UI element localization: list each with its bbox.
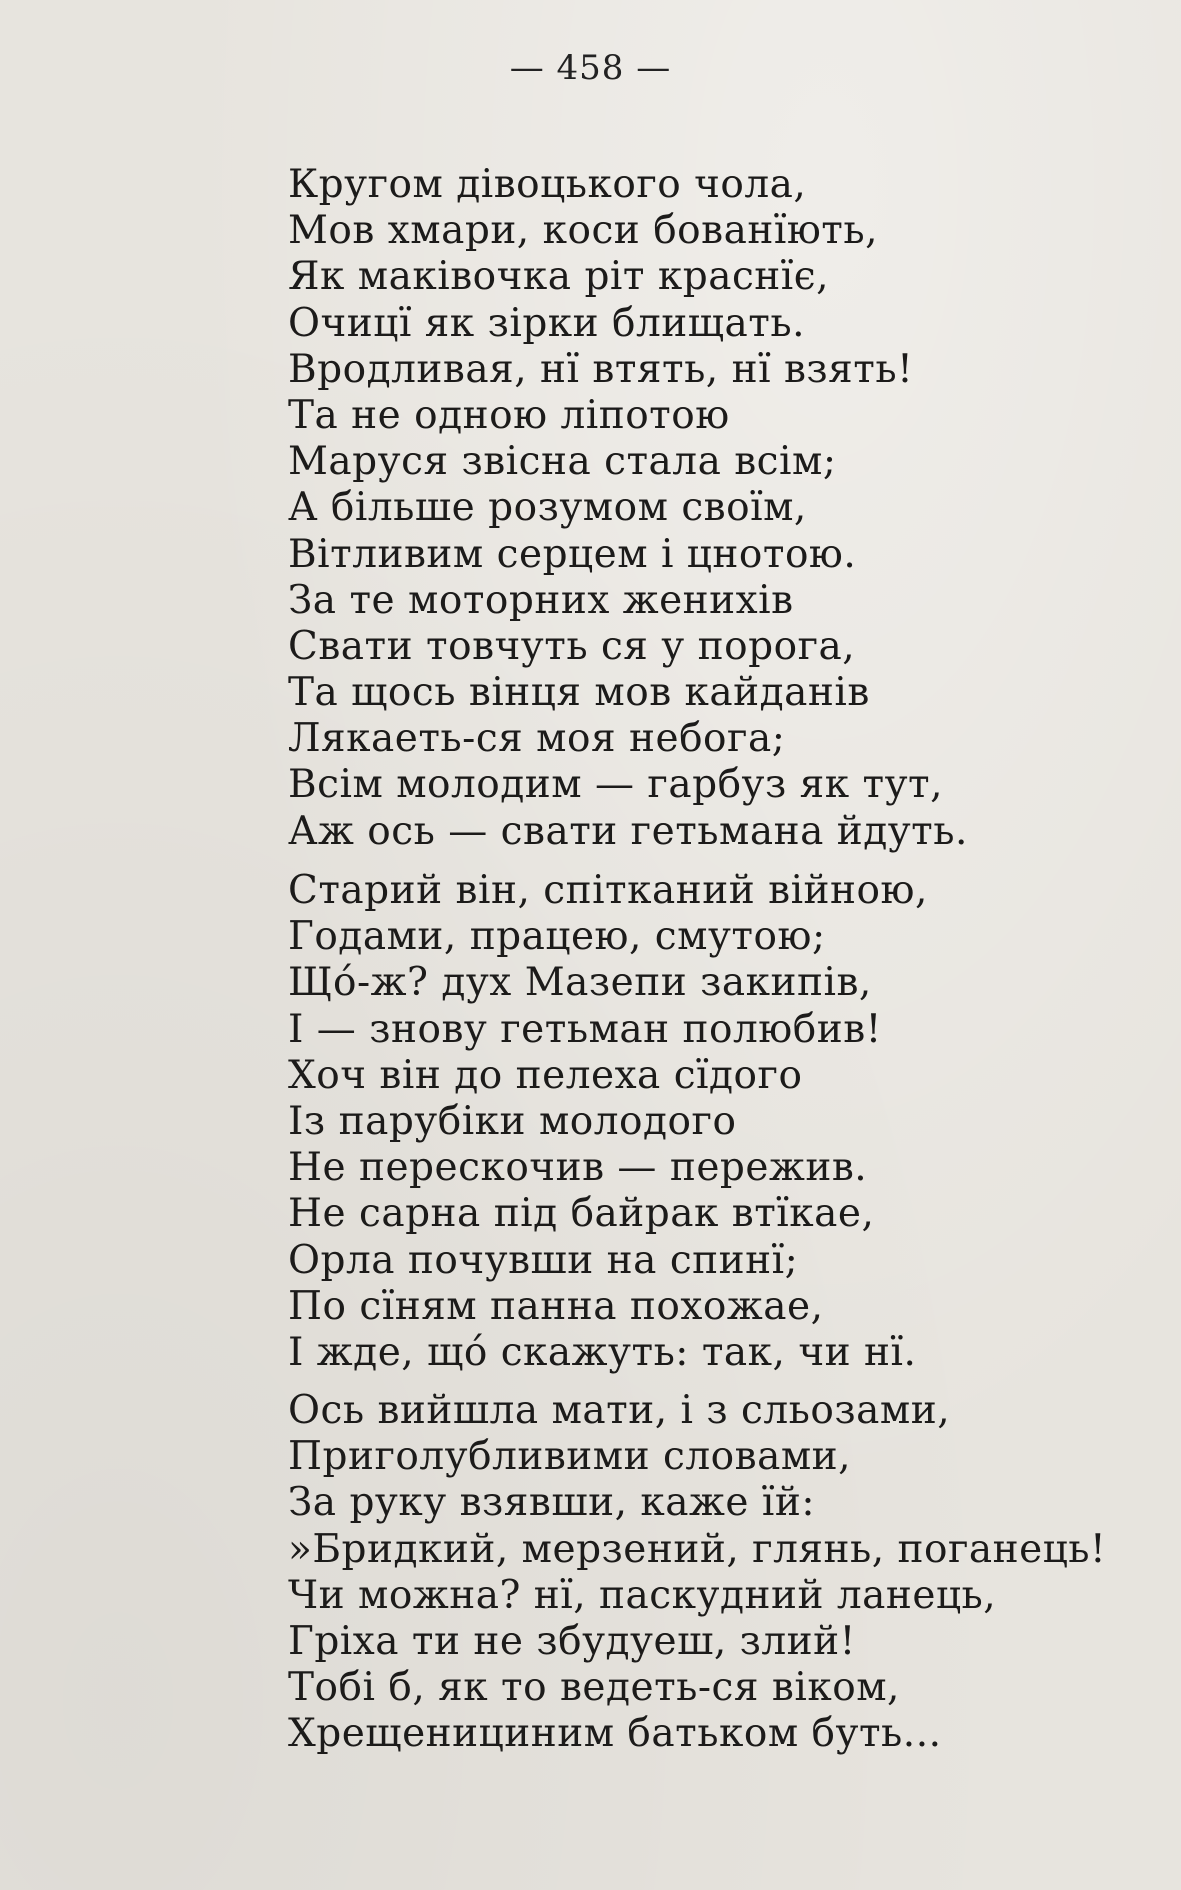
poem-line: Очицї як зірки блищать. xyxy=(288,300,806,346)
poem-line: Чи можна? нї, паскудний ланець, xyxy=(288,1572,997,1618)
poem-line: За те моторних женихів xyxy=(288,577,794,623)
poem-line: Аж ось — свати гетьмана йдуть. xyxy=(288,808,968,854)
poem-line: Та не одною ліпотою xyxy=(288,392,730,438)
poem-line: За руку взявши, каже їй: xyxy=(288,1480,815,1526)
poem-line: А більше розумом своїм, xyxy=(288,485,807,531)
poem-line: Та щось вінця мов кайданів xyxy=(288,670,870,716)
stanza-3 xyxy=(288,1388,1106,1758)
poem-line: Щó-ж? дух Мазепи закипів, xyxy=(288,960,872,1006)
poem-line: Годами, працею, смутою; xyxy=(288,914,826,960)
stanza-2 xyxy=(288,868,928,1376)
poem-line: Мов хмари, коси бованїють, xyxy=(288,208,878,254)
poem-line: Як маківочка ріт краснїє, xyxy=(288,254,829,300)
poem-line: Хрещенициним батьком буть... xyxy=(288,1711,942,1757)
poem-line: Не перескочив — пережив. xyxy=(288,1145,868,1191)
poem-line: Всім молодим — гарбуз як тут, xyxy=(288,762,944,808)
poem-line: По сїням панна похожае, xyxy=(288,1283,824,1329)
poem-line: »Бридкий, мерзений, глянь, поганець! xyxy=(288,1526,1107,1572)
poem-line: Свати товчуть ся у порога, xyxy=(288,623,856,669)
poem-line: І жде, щó скажуть: так, чи нї. xyxy=(288,1329,917,1375)
poem-line: Тобі б, як то ведеть-ся віком, xyxy=(288,1665,900,1711)
poem-line: Кругом дівоцького чола, xyxy=(288,162,807,207)
stanza-1 xyxy=(288,162,968,855)
poem-line: Лякаеть-ся моя небога; xyxy=(288,716,786,762)
poem-line: Маруся звісна стала всім; xyxy=(288,439,837,485)
poem-line: Хоч він до пелеха сїдого xyxy=(288,1052,803,1098)
poem-line: Ось вийшла мати, і з сльозами, xyxy=(288,1388,951,1433)
poem-line: Старий він, спітканий війною, xyxy=(288,868,928,913)
poem-line: Із парубіки молодого xyxy=(288,1098,737,1144)
poem-line: Вітливим серцем і цнотою. xyxy=(288,531,857,577)
poem-line: Вродливая, нї втять, нї взять! xyxy=(288,346,914,392)
page-number: — 458 — xyxy=(509,48,672,88)
poem-line: Гріха ти не збудуеш, злий! xyxy=(288,1618,856,1664)
poem-line: Орла почувши на спинї; xyxy=(288,1237,799,1283)
poem-line: Не сарна під байрак втїкае, xyxy=(288,1191,875,1237)
poem-line: І — знову гетьман полюбив! xyxy=(288,1006,882,1052)
poem-line: Приголубливими словами, xyxy=(288,1434,852,1480)
